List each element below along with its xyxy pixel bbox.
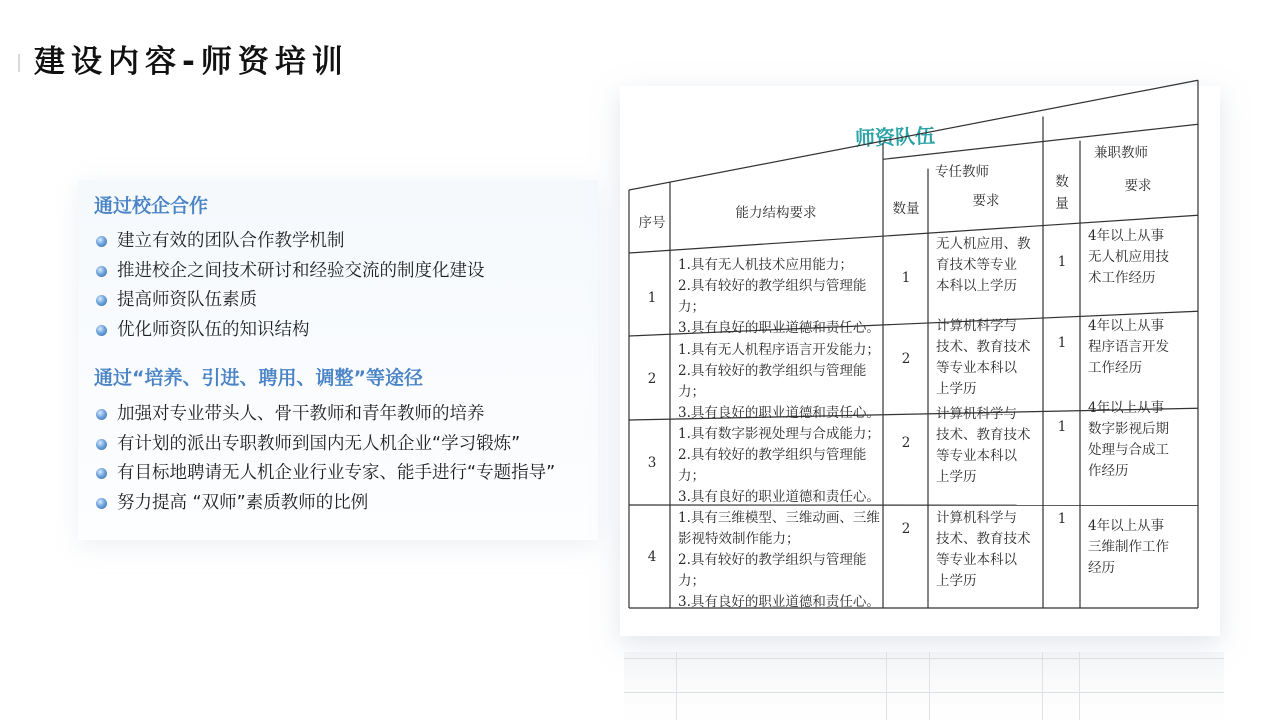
- cell-ability: 3.具有良好的职业道德和责任心。: [678, 594, 880, 610]
- cell-seq: 1: [647, 290, 657, 306]
- list-item-text: 有计划的派出专职教师到国内无人机企业“学习锻炼”: [117, 433, 521, 454]
- cell-ability: 力；: [678, 573, 705, 589]
- cell-pt-require: 工作经历: [1088, 360, 1142, 376]
- list-item: [96, 431, 555, 461]
- cell-ability: 1.具有三维模型、三维动画、三维: [678, 510, 880, 526]
- header-fulltime: 专任教师: [935, 164, 989, 180]
- cell-ability: 2.具有较好的教学组织与管理能: [678, 278, 867, 294]
- cell-pt-count: 1: [1057, 511, 1067, 527]
- cell-pt-require: 作经历: [1088, 463, 1129, 479]
- cell-ability: 1.具有数字影视处理与合成能力；: [678, 426, 880, 442]
- bullet-icon: [96, 325, 107, 336]
- cell-seq: 2: [647, 371, 657, 387]
- cell-pt-require: 4年以上从事: [1088, 228, 1165, 244]
- cell-ability: 力；: [678, 468, 705, 484]
- bullet-icon: [96, 236, 107, 247]
- bullet-icon: [96, 409, 107, 420]
- cell-ability: 2.具有较好的教学组织与管理能: [678, 363, 867, 379]
- cell-ft-require: 等专业本科以: [936, 360, 1017, 376]
- cell-pt-require: 术工作经历: [1088, 270, 1156, 286]
- header-parttime: 兼职教师: [1094, 145, 1148, 161]
- list-item-text: 有目标地聘请无人机企业行业专家、能手进行“专题指导”: [117, 463, 556, 483]
- page-title: 建设内容-师资培训: [34, 44, 349, 80]
- cell-pt-count: 1: [1057, 419, 1067, 435]
- header-pt-count: 数: [1055, 174, 1069, 190]
- bullet-icon: [96, 266, 107, 277]
- cell-pt-count: 1: [1057, 254, 1067, 270]
- section-heading-pathways: 通过“培养、引进、聘用、调整”等途径: [94, 367, 423, 389]
- header-ft-count: 数量: [892, 201, 920, 217]
- cell-ability: 影视特效制作能力；: [678, 531, 800, 547]
- bullet-icon: [96, 295, 107, 306]
- list-item-text: 推进校企之间技术研讨和经验交流的制度化建设: [117, 260, 485, 281]
- list-item: [96, 287, 485, 317]
- cell-ft-require: 无人机应用、教: [936, 236, 1031, 252]
- cell-pt-require: 4年以上从事: [1088, 400, 1165, 416]
- cell-ft-require: 等专业本科以: [936, 552, 1017, 568]
- cell-pt-require: 4年以上从事: [1088, 318, 1165, 334]
- list-item: [96, 401, 555, 431]
- cell-pt-count: 1: [1057, 335, 1067, 351]
- cell-ft-require: 计算机科学与: [936, 406, 1017, 422]
- cell-ft-require: 育技术等专业: [936, 257, 1017, 273]
- cell-ability: 3.具有良好的职业道德和责任心。: [678, 320, 880, 336]
- list-item: [96, 460, 555, 490]
- cell-pt-require: 三维制作工作: [1088, 539, 1169, 555]
- list-item: [96, 317, 485, 347]
- table-reflection: [624, 652, 1224, 720]
- cell-pt-require: 无人机应用技: [1088, 249, 1169, 265]
- cell-ability: 2.具有较好的教学组织与管理能: [678, 552, 867, 568]
- header-pt-count: 量: [1055, 196, 1069, 212]
- cell-ft-require: 计算机科学与: [936, 510, 1017, 526]
- cell-ft-count: 2: [901, 435, 911, 451]
- cell-ft-require: 技术、教育技术: [936, 339, 1031, 355]
- cell-ft-require: 上学历: [936, 573, 977, 589]
- cell-ft-count: 1: [901, 270, 911, 286]
- cell-ft-require: 本科以上学历: [936, 278, 1017, 294]
- cell-pt-require: 程序语言开发: [1088, 339, 1169, 355]
- cell-ft-require: 计算机科学与: [936, 318, 1017, 334]
- section-heading-cooperation: 通过校企合作: [94, 195, 209, 217]
- cell-pt-require: 4年以上从事: [1088, 518, 1165, 534]
- header-ability: 能力结构要求: [735, 205, 817, 221]
- list-item-text: 建立有效的团队合作教学机制: [117, 231, 345, 251]
- list-item-text: 加强对专业带头人、骨干教师和青年教师的培养: [117, 404, 485, 424]
- header-ft-require: 要求: [972, 193, 1000, 209]
- bullet-icon: [96, 439, 107, 450]
- list-item: [96, 228, 485, 258]
- header-seq: 序号: [638, 215, 666, 231]
- cell-seq: 4: [647, 549, 657, 565]
- cell-pt-require: 数字影视后期: [1088, 421, 1169, 437]
- list-item: [96, 490, 555, 520]
- cooperation-bullet-list: [96, 228, 485, 346]
- cell-pt-require: 经历: [1088, 560, 1115, 576]
- list-item-text: 努力提高 “双师”素质教师的比例: [117, 492, 369, 513]
- cell-ability: 1.具有无人机程序语言开发能力；: [678, 342, 880, 358]
- cell-ability: 力；: [678, 384, 705, 400]
- cell-pt-require: 处理与合成工: [1088, 442, 1169, 458]
- cell-ft-require: 等专业本科以: [936, 448, 1017, 464]
- cell-ft-require: 技术、教育技术: [936, 427, 1031, 443]
- cell-ft-require: 技术、教育技术: [936, 531, 1031, 547]
- cell-ability: 2.具有较好的教学组织与管理能: [678, 447, 867, 463]
- cell-ft-count: 2: [901, 521, 911, 537]
- title-accent-mark: [18, 54, 20, 72]
- list-item-text: 优化师资队伍的知识结构: [117, 319, 310, 340]
- staff-table-image: [620, 86, 1220, 636]
- bullet-icon: [96, 498, 107, 509]
- cell-ft-count: 2: [901, 351, 911, 367]
- pathways-bullet-list: [96, 401, 555, 519]
- header-pt-require: 要求: [1124, 178, 1152, 194]
- list-item: [96, 258, 485, 288]
- table-title: 师资队伍: [854, 123, 936, 151]
- cell-ability: 1.具有无人机技术应用能力；: [678, 257, 853, 273]
- cell-seq: 3: [647, 455, 657, 471]
- cell-ft-require: 上学历: [936, 381, 977, 397]
- cell-ability: 3.具有良好的职业道德和责任心。: [678, 489, 880, 505]
- bullet-icon: [96, 468, 107, 479]
- list-item-text: 提高师资队伍素质: [117, 290, 257, 310]
- cell-ability: 3.具有良好的职业道德和责任心。: [678, 405, 880, 421]
- cell-ability: 力；: [678, 299, 705, 315]
- cell-ft-require: 上学历: [936, 469, 977, 485]
